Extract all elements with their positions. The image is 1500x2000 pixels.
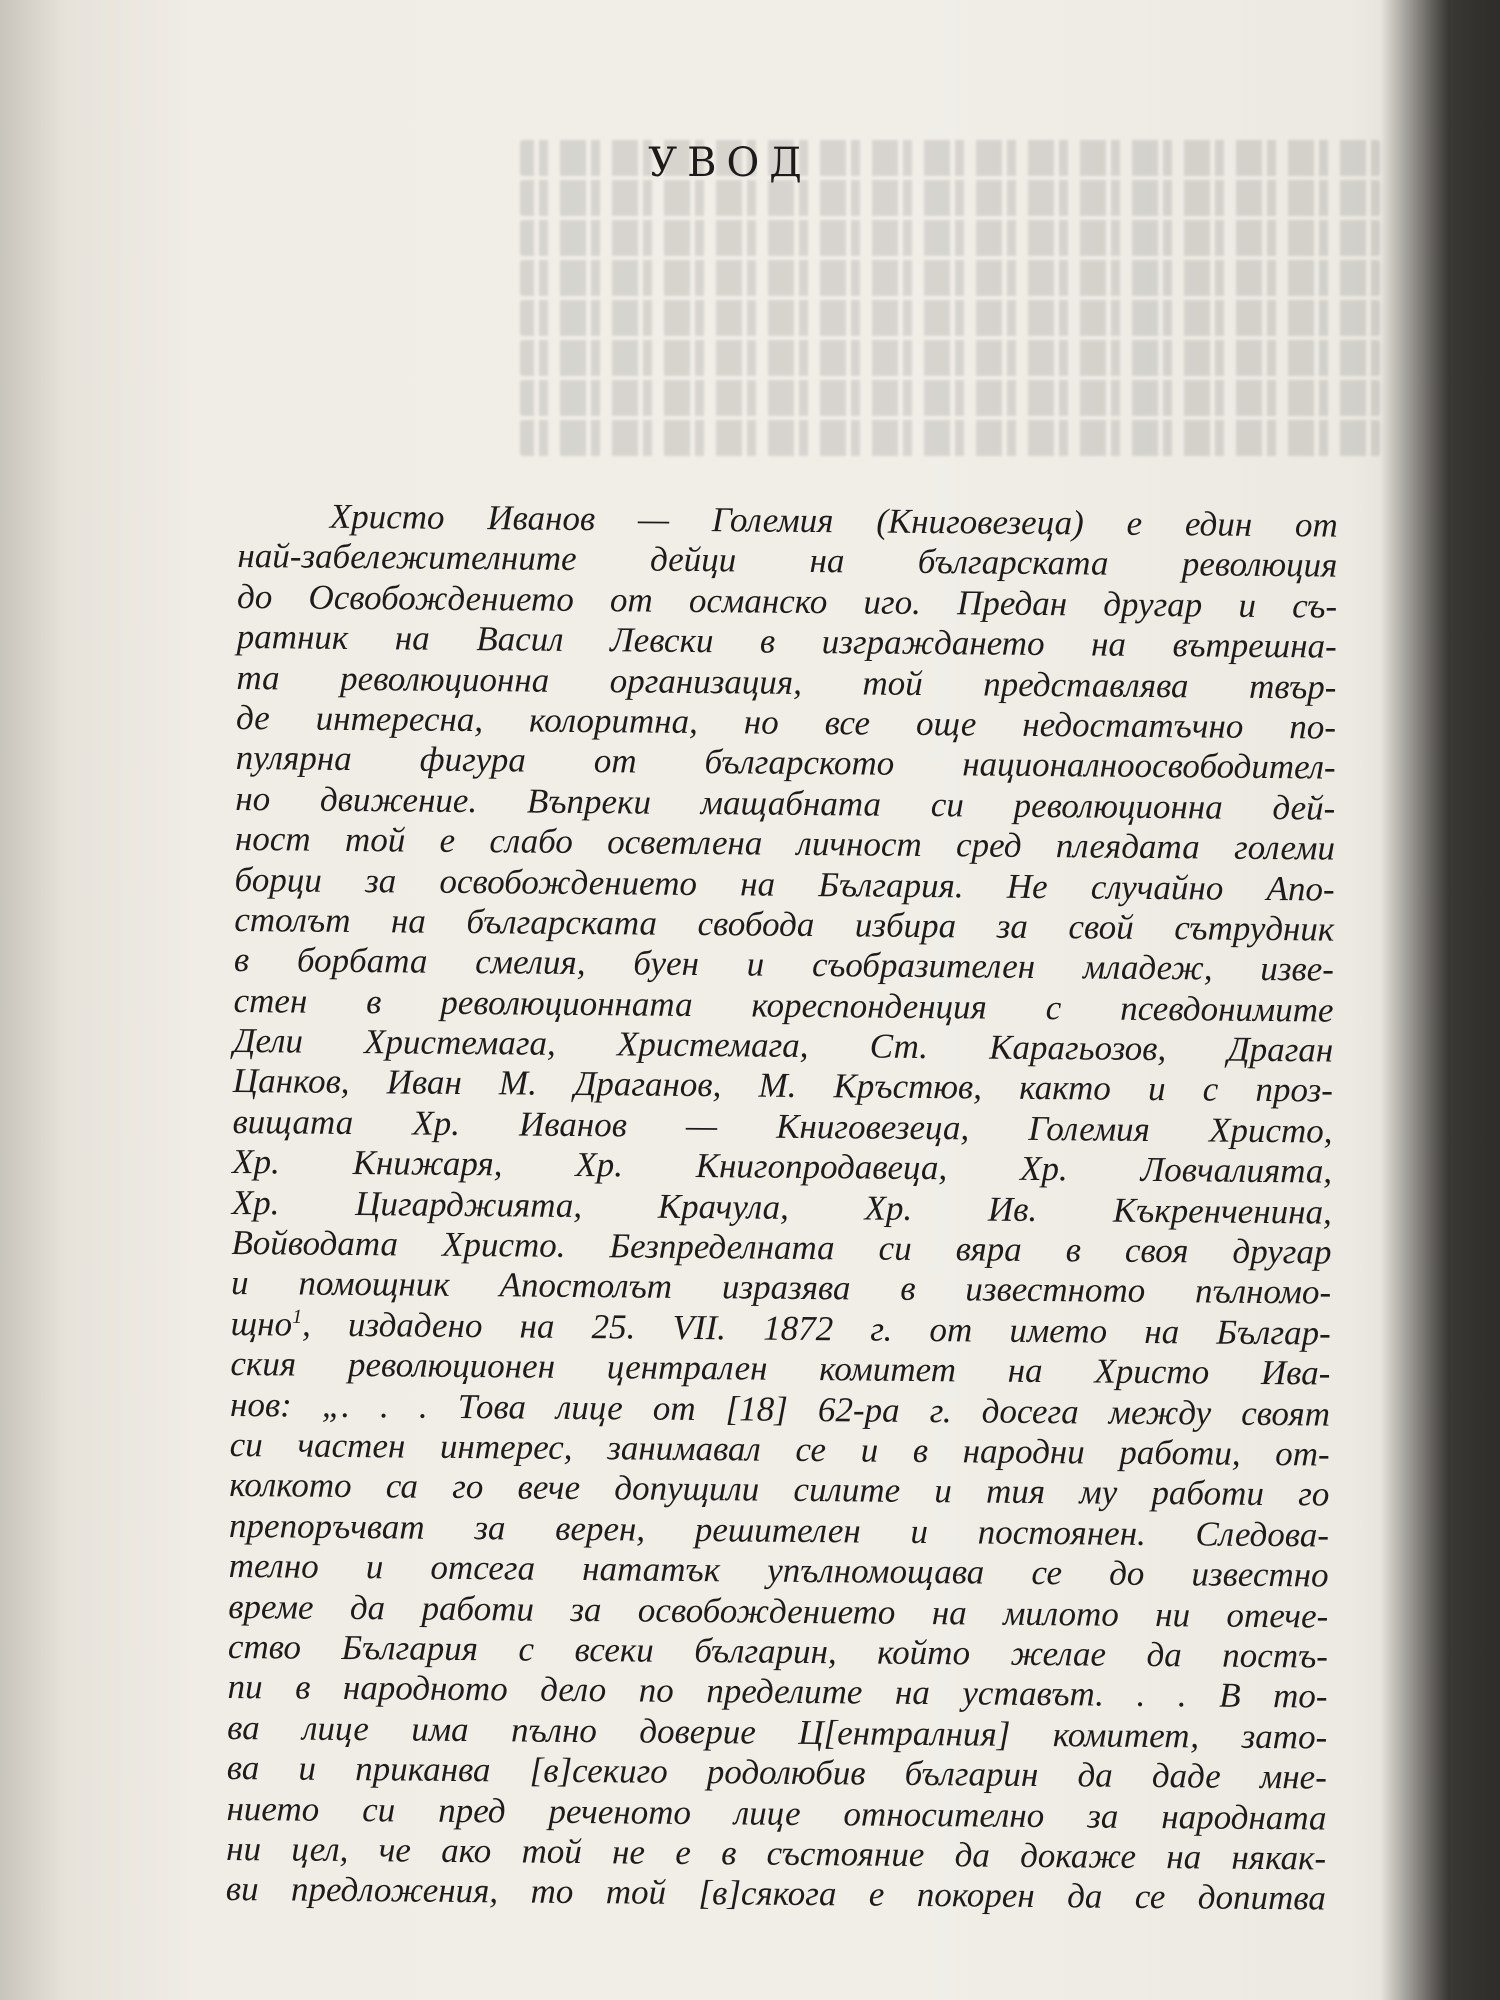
text-line: стен в революционната кореспонденция с псевдонимите	[233, 980, 1334, 1030]
text-line: ския революционен централен комитет на Христо Ива-	[230, 1344, 1331, 1393]
chapter-heading: УВОД	[648, 140, 812, 186]
text-line: пулярна фигура от българското националноосвободител-	[235, 738, 1336, 787]
text-line: Дели Христемага, Христемага, Ст. Карагьозов, Драган	[233, 1021, 1334, 1070]
text-line: най-забележителните дейци на българската революция	[237, 536, 1338, 585]
show-through-text	[520, 140, 1380, 480]
text-line: препоръчват за верен, решителен и постоянен. Следова-	[228, 1505, 1330, 1555]
text-line: до Освобождението от османско иго. Предан другар и съ-	[236, 576, 1338, 626]
text-line: си частен интерес, занимавал се и в народни работи, от-	[229, 1424, 1330, 1474]
text-line: ство България с всеки българин, който желае да постъ-	[227, 1626, 1329, 1676]
text-line: та революционна организация, той представлява твър-	[236, 657, 1337, 707]
text-line: пи в народното дело по пределите на уставът. . . В то-	[227, 1667, 1328, 1716]
text-line: ни цел, че ако той не е в състояние да докаже на някак-	[226, 1828, 1327, 1878]
text-line: ва и приканва [в]секиго родолюбив българин да даде мне-	[226, 1748, 1328, 1797]
text-line: колкото са го вече допущили силите и тия му работи го	[229, 1465, 1330, 1514]
text-line: столът на българската свобода избира за свой сътрудник	[234, 899, 1335, 949]
text-line: време да работи за освобождението на милото ни отече-	[228, 1586, 1329, 1636]
text-line: ви предложения, то той [в]сякога е покорен да се допитва	[225, 1869, 1326, 1918]
text-line: де интересна, колоритна, но все още недостатъчно по-	[235, 697, 1337, 747]
text-fragment: , издадено на 25. VII. 1872 г. от името на Българ-	[301, 1304, 1331, 1353]
text-line: борци за освобождението на България. Не случайно Апо-	[234, 859, 1335, 909]
text-line: ратник на Васил Левски в изграждането на вътрешна-	[236, 617, 1337, 666]
body-paragraph	[226, 496, 1338, 1919]
text-line: ва лице има пълно доверие Ц[ентралния] комитет, зато-	[227, 1707, 1328, 1757]
text-line: телно и отсега нататък упълномощава се до известно	[228, 1546, 1329, 1595]
text-line: Хр. Книжаря, Хр. Книгопродавеца, Хр. Ловчалията,	[232, 1142, 1333, 1191]
text-line: но движение. Въпреки мащабната си революционна дей-	[235, 778, 1336, 828]
text-line: Хр. Цигарджията, Крачула, Хр. Ив. Къкренченина,	[231, 1182, 1332, 1232]
footnote-marker[interactable]: 1	[292, 1305, 303, 1328]
text-line: ност той е слабо осветлена личност сред плеядата големи	[234, 819, 1336, 868]
text-line: в борбата смелия, буен и съобразителен младеж, изве-	[233, 940, 1335, 989]
text-line: нието си пред реченото лице относително за народната	[226, 1788, 1327, 1838]
text-line: вищата Хр. Иванов — Книговезеца, Големия Христо,	[232, 1101, 1333, 1151]
text-line: нов: „. . . Това лице от [18] 62-ра г. досега между своят	[229, 1384, 1331, 1434]
text-line: и помощник Апостолът изразява в известното пълномо-	[230, 1263, 1332, 1312]
text-line: Цанков, Иван М. Драганов, М. Кръстюв, както и с проз-	[232, 1061, 1334, 1111]
text-line: Христо Иванов — Големия (Книговезеца) е един от	[329, 496, 1338, 545]
text-fragment: щно	[230, 1303, 293, 1344]
text-line: Войводата Христо. Безпределната си вяра в своя другар	[231, 1223, 1332, 1272]
